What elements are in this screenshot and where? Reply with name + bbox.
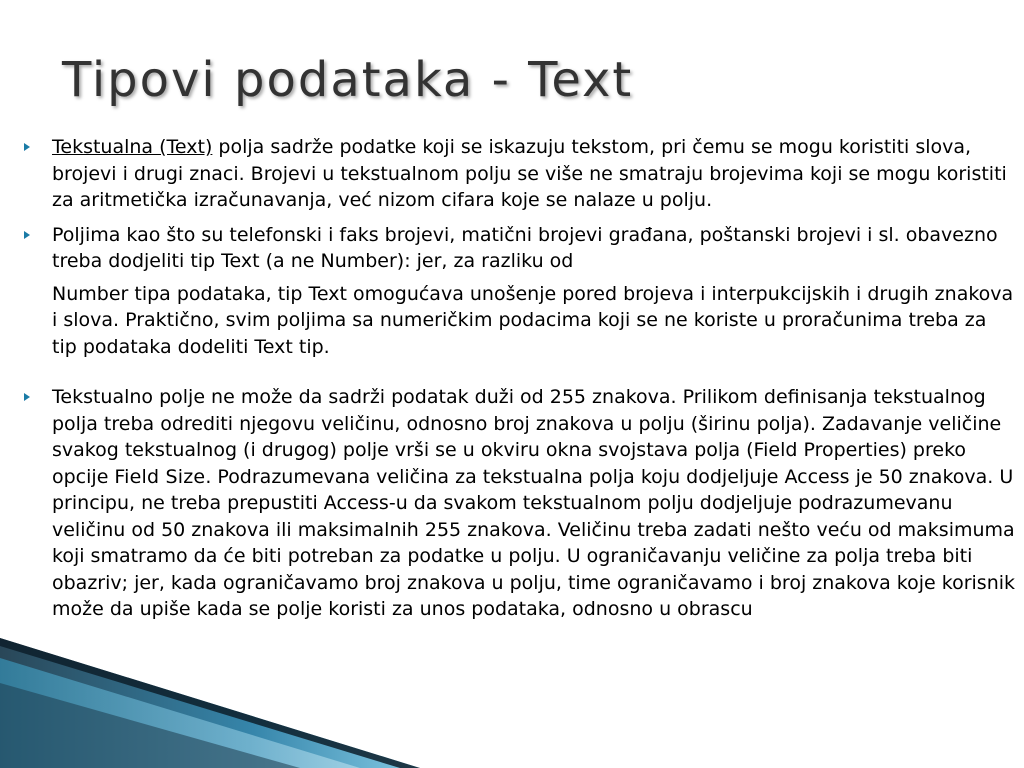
decorative-swoosh (0, 638, 420, 768)
paragraph-text: polja sadrže podatke koji se iskazuju tekstom, pri čemu se mogu koristiti slova, brojevi i drugi znaci. Brojevi u tekstualnom polju se više ne smatraju brojevima koji se mogu koristiti za aritmetička izračunavanja, već nizom cifara koje se nalaze u polju. (52, 136, 1007, 211)
paragraph-continuation (24, 281, 1016, 361)
paragraph-text: . Podrazumevana veličina za tekstualna polja koju dodjeljuje Access je 50 znakova. U principu, ne treba prepustiti Access-u da svakom tekstualnom polju dodjeljuje podrazumevanu veličinu od 50 znakova ili maksimalnih 255 znakova. Veličinu treba zadati nešto veću od maksimuma koji smatramo da će biti potreban za podatke u polju. U ograničavanju veličine za polja treba biti obazriv; jer, kada ograničavamo broj znakova u polju, time ograničavamo i broj znakova koje korisnik može da upiše kada se polje koristi za unos podataka, odnosno u obrascu (52, 465, 1016, 620)
term-text-type: Tekstualna (Text) (52, 136, 213, 158)
bullet-paragraph-3 (24, 384, 1016, 623)
slide-content (24, 134, 1016, 631)
bullet-arrow-icon (24, 393, 30, 401)
paragraph-text: Tekstualno polje ne može da sadrži podatak duži od 255 znakova. Prilikom definisanja tekstualnog polja treba odrediti njegovu veličinu, odnosno broj znakova u polju (širinu polja). Zadavanje veličine svakog tekstualnog (i drugog) polje vrši se u okviru okna svojstava polja (Field Properties) preko opcije (52, 386, 1002, 488)
paragraph-text: Number tipa podataka, tip Text omogućava unošenje pored brojeva i interpukcijskih i drugih znakova i slova. Praktično, svim poljima sa numeričkim podacima koji se ne koriste u proračunima treba za tip podataka dodeliti Text tip. (52, 282, 1014, 358)
field-size-term: Field Size (114, 465, 206, 488)
bullet-arrow-icon (24, 143, 30, 151)
paragraph-text: Poljima kao što su telefonski i faks brojevi, matični brojevi građana, poštanski brojevi i sl. obavezno treba dodjeliti tip Text (a ne Number): jer, za razliku od (52, 223, 998, 272)
bullet-arrow-icon (24, 231, 30, 239)
bullet-paragraph-1 (24, 134, 1016, 214)
slide-title: Tipovi podataka - Text (62, 52, 634, 108)
bullet-paragraph-2 (24, 222, 1016, 275)
